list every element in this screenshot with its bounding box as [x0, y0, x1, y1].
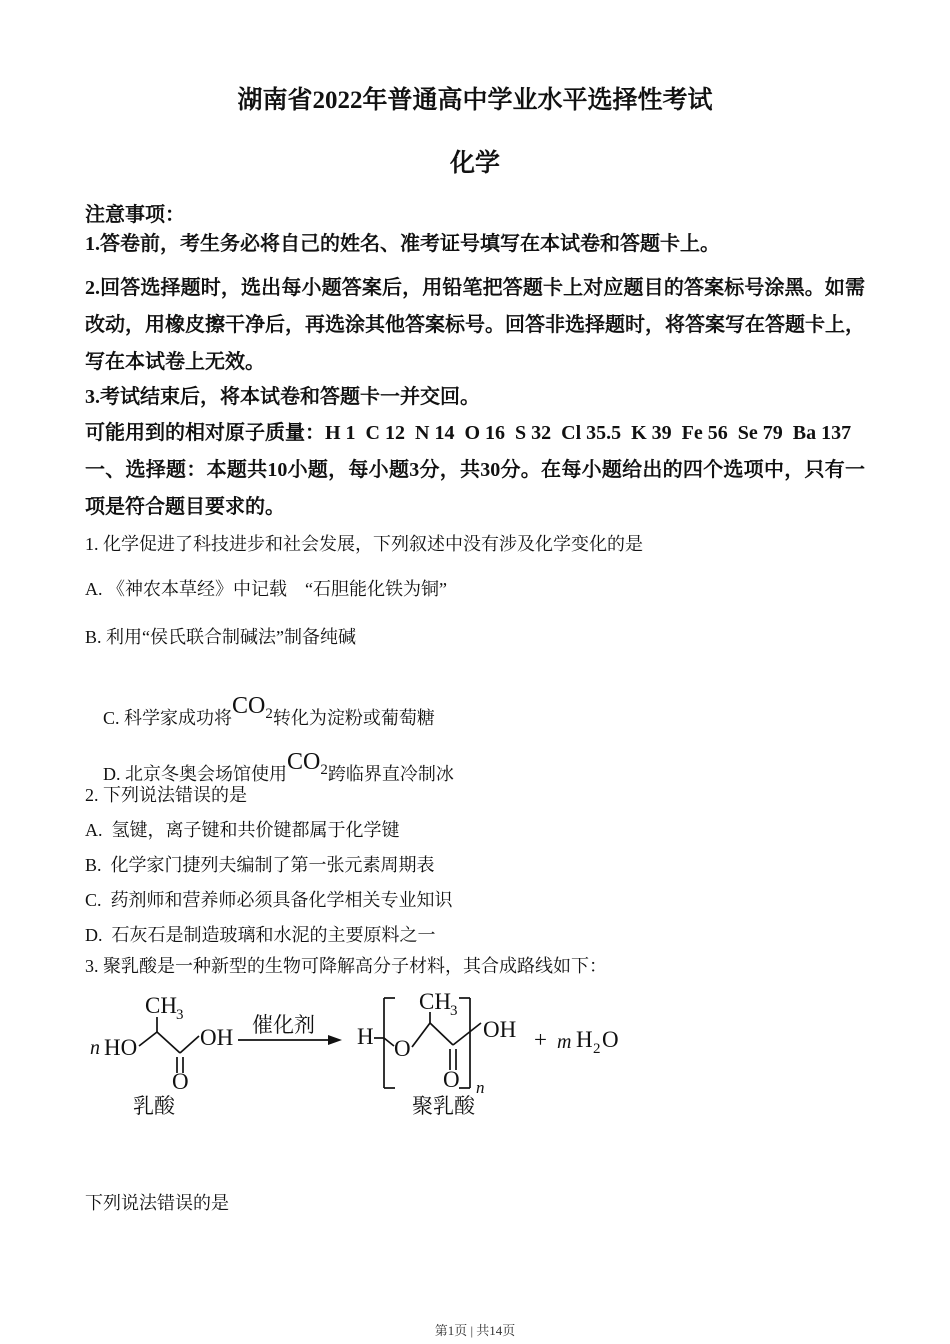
lactic-ch3-label: CH [145, 993, 177, 1018]
q1-option-c-text: C. 科学家成功将 [103, 708, 233, 728]
q1-option-d-text: D. 北京冬奥会场馆使用 [103, 764, 287, 784]
polylactic-acid-label: 聚乳酸 [412, 1094, 475, 1118]
notice-heading: 注意事项： [85, 204, 185, 226]
co2-subscript: 2 [265, 706, 273, 722]
page-title: 湖南省2022年普通高中学业水平选择性考试 [237, 87, 713, 114]
lactic-ch3-subscript: 3 [176, 1007, 184, 1023]
lactic-acid-label: 乳酸 [133, 1094, 175, 1118]
lactic-oh-label: OH [200, 1025, 234, 1050]
coefficient-m: m [557, 1031, 572, 1053]
h2o-o-label: O [602, 1027, 619, 1052]
atomic-masses-line: 可能用到的相对原子质量：H 1 C 12 N 14 O 16 S 32 Cl 35.5 K 39 Fe 56 Se 79 Ba 137 [85, 422, 852, 444]
q1-option-d-suffix: 跨临界直冷制冰 [327, 764, 454, 784]
q1-option-c-suffix: 转化为淀粉或葡萄糖 [272, 708, 435, 728]
catalyst-label: 催化剂 [252, 1013, 315, 1037]
bond-c-oh [180, 1036, 199, 1053]
notice-item-2: 2.回答选择题时，选出每小题答案后，用铅笔把答题卡上对应题目的答案标号涂黑。如需改动，用橡皮擦干净后，再选涂其他答案标号。回答非选择题时，将答案写在答题卡上，写在本试卷上无效。 [85, 277, 865, 373]
bond-bracket-o [384, 1038, 394, 1046]
subject-title: 化学 [449, 150, 500, 177]
lactic-o-label: O [172, 1069, 189, 1094]
bond-c-c [157, 1032, 180, 1053]
polymer-oh-label: OH [483, 1017, 517, 1042]
lactic-ho-label: HO [104, 1035, 138, 1060]
notice-item-1: 1.答卷前，考生务必将自己的姓名、准考证号填写在本试卷和答题卡上。 [85, 233, 720, 255]
polymer-h-label: H [357, 1024, 374, 1049]
q3-followup: 下列说法错误的是 [85, 1193, 229, 1213]
q2-option-a: A. 氢键，离子键和共价键都属于化学键 [85, 820, 400, 840]
notice-item-3: 3.考试结束后，将本试卷和答题卡一并交回。 [85, 386, 480, 408]
h2o-h-label: H [576, 1027, 593, 1052]
section-1-intro: 一、选择题：本题共10小题，每小题3分，共30分。在每小题给出的四个选项中，只有一项是符合题目要求的。 [85, 459, 865, 518]
q1-option-b: B. 利用“侯氏联合制碱法”制备纯碱 [85, 627, 356, 647]
polymer-o2-label: O [443, 1067, 460, 1092]
bond-c-oh-2 [453, 1023, 481, 1045]
polymer-ch3-label: CH [419, 990, 451, 1014]
co2-subscript: 2 [320, 762, 328, 778]
page-footer: 第1页 | 共14页 [434, 1323, 516, 1338]
q2-option-d: D. 石灰石是制造玻璃和水泥的主要原料之一 [85, 925, 436, 945]
h2o-subscript: 2 [593, 1041, 601, 1057]
repeat-subscript-n: n [476, 1078, 485, 1097]
co2-co: CO [287, 749, 321, 775]
co2-formula [232, 693, 273, 722]
co2-formula [287, 749, 328, 778]
plus-sign: + [534, 1027, 547, 1052]
bond-c-c-2 [430, 1023, 453, 1045]
co2-co: CO [232, 693, 266, 719]
q2-option-b: B. 化学家门捷列夫编制了第一张元素周期表 [85, 855, 435, 875]
polymer-o-label: O [394, 1036, 411, 1061]
q1-stem: 1. 化学促进了科技进步和社会发展，下列叙述中没有涉及化学变化的是 [85, 534, 643, 554]
reaction-scheme-diagram [85, 990, 725, 1122]
reaction-arrow-head [328, 1035, 342, 1045]
coefficient-n: n [90, 1037, 100, 1059]
bond-c-ho [139, 1032, 157, 1046]
polymer-ch3-subscript: 3 [450, 1003, 458, 1019]
bond-o-c [412, 1023, 430, 1047]
q3-stem: 3. 聚乳酸是一种新型的生物可降解高分子材料，其合成路线如下： [85, 956, 607, 976]
q2-stem: 2. 下列说法错误的是 [85, 785, 247, 805]
q1-option-a: A. 《神农本草经》中记载 “石胆能化铁为铜” [85, 579, 447, 599]
q2-option-c: C. 药剂师和营养师必须具备化学相关专业知识 [85, 890, 453, 910]
